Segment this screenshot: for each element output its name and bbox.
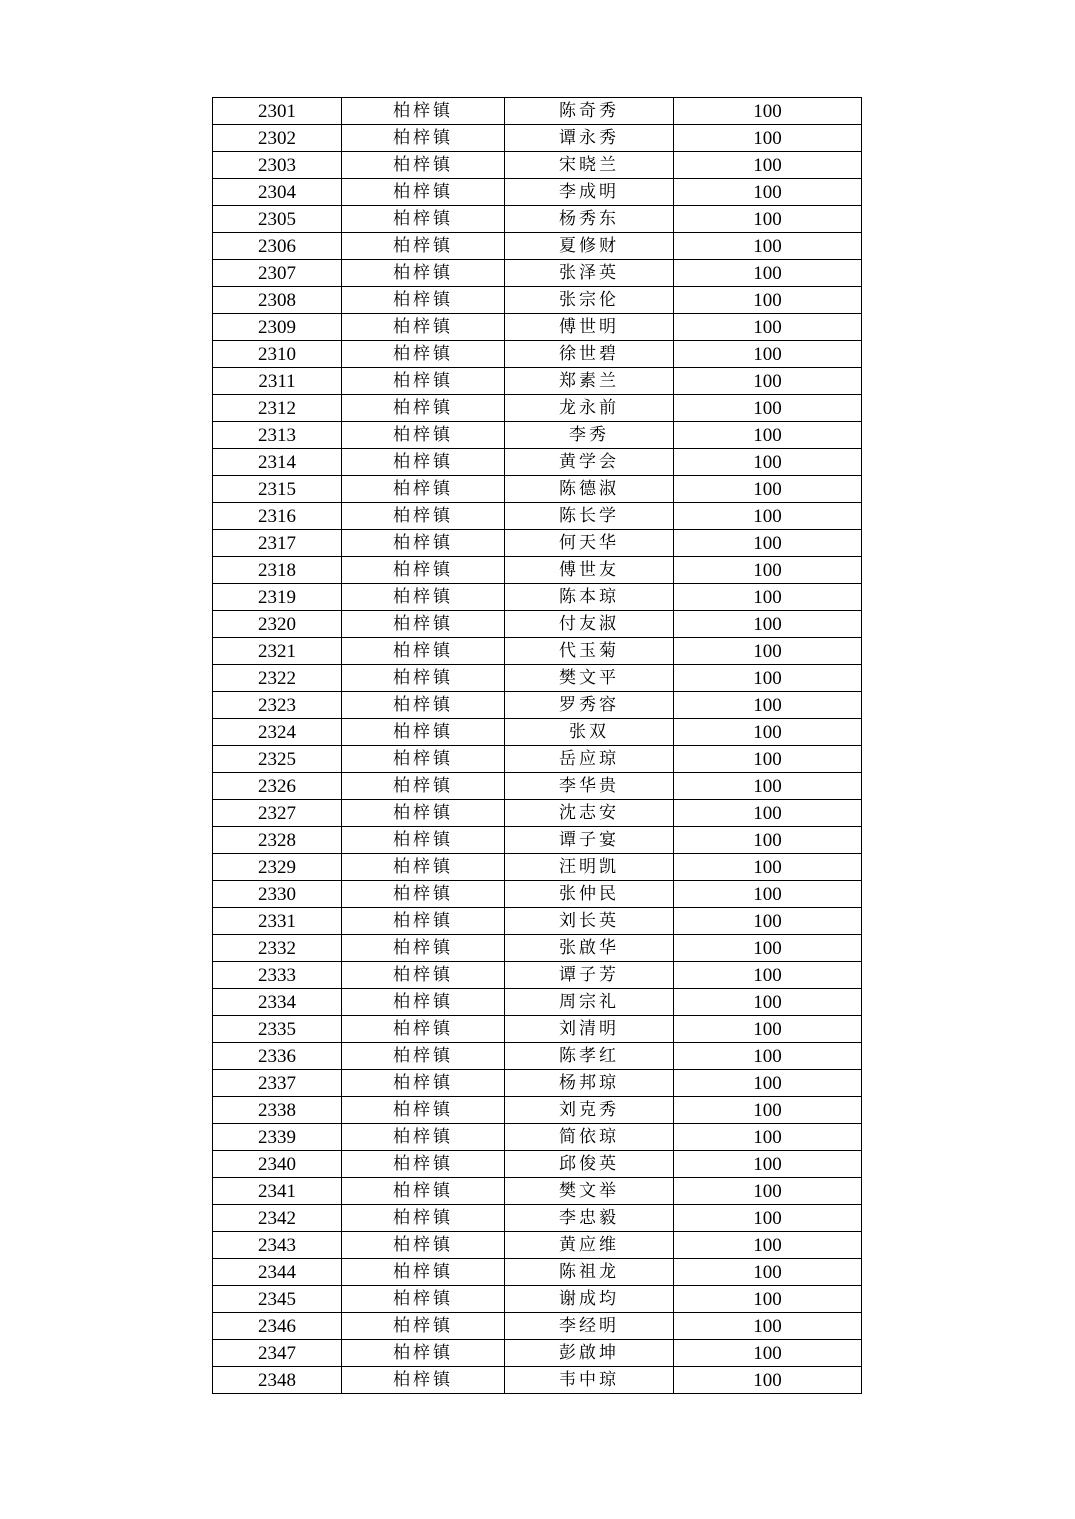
amount-cell: 100 [674,1259,862,1286]
table-row [213,908,862,935]
row-number-cell: 2311 [213,368,342,395]
name-cell: 谭永秀 [505,125,674,152]
row-number-cell: 2328 [213,827,342,854]
roster-table [212,97,862,1394]
table-row [213,476,862,503]
row-number-cell: 2344 [213,1259,342,1286]
amount-cell: 100 [674,1097,862,1124]
name-cell: 陈德淑 [505,476,674,503]
amount-cell: 100 [674,368,862,395]
table-row [213,233,862,260]
amount-cell: 100 [674,530,862,557]
name-cell: 汪明凯 [505,854,674,881]
amount-cell: 100 [674,1070,862,1097]
name-cell: 傅世明 [505,314,674,341]
amount-cell: 100 [674,665,862,692]
amount-cell: 100 [674,1043,862,1070]
row-number-cell: 2337 [213,1070,342,1097]
table-row [213,422,862,449]
amount-cell: 100 [674,584,862,611]
amount-cell: 100 [674,98,862,125]
row-number-cell: 2317 [213,530,342,557]
town-cell: 柏梓镇 [342,1367,505,1394]
table-row [213,1313,862,1340]
table-row [213,746,862,773]
town-cell: 柏梓镇 [342,287,505,314]
row-number-cell: 2326 [213,773,342,800]
row-number-cell: 2333 [213,962,342,989]
row-number-cell: 2304 [213,179,342,206]
table-row [213,719,862,746]
table-row [213,179,862,206]
name-cell: 沈志安 [505,800,674,827]
amount-cell: 100 [674,179,862,206]
name-cell: 陈祖龙 [505,1259,674,1286]
row-number-cell: 2306 [213,233,342,260]
town-cell: 柏梓镇 [342,1070,505,1097]
name-cell: 郑素兰 [505,368,674,395]
name-cell: 李忠毅 [505,1205,674,1232]
amount-cell: 100 [674,206,862,233]
name-cell: 李华贵 [505,773,674,800]
row-number-cell: 2321 [213,638,342,665]
town-cell: 柏梓镇 [342,665,505,692]
amount-cell: 100 [674,1340,862,1367]
row-number-cell: 2342 [213,1205,342,1232]
row-number-cell: 2307 [213,260,342,287]
table-row [213,503,862,530]
name-cell: 陈本琼 [505,584,674,611]
amount-cell: 100 [674,962,862,989]
amount-cell: 100 [674,854,862,881]
table-row [213,449,862,476]
town-cell: 柏梓镇 [342,935,505,962]
row-number-cell: 2325 [213,746,342,773]
name-cell: 陈孝红 [505,1043,674,1070]
row-number-cell: 2323 [213,692,342,719]
table-row [213,98,862,125]
row-number-cell: 2309 [213,314,342,341]
amount-cell: 100 [674,719,862,746]
town-cell: 柏梓镇 [342,1178,505,1205]
row-number-cell: 2340 [213,1151,342,1178]
table-row [213,1340,862,1367]
town-cell: 柏梓镇 [342,1313,505,1340]
table-row [213,935,862,962]
amount-cell: 100 [674,503,862,530]
table-row [213,1097,862,1124]
table-row [213,152,862,179]
town-cell: 柏梓镇 [342,125,505,152]
town-cell: 柏梓镇 [342,179,505,206]
row-number-cell: 2339 [213,1124,342,1151]
town-cell: 柏梓镇 [342,1205,505,1232]
table-row [213,665,862,692]
amount-cell: 100 [674,1178,862,1205]
table-row [213,773,862,800]
table-row [213,1016,862,1043]
town-cell: 柏梓镇 [342,98,505,125]
town-cell: 柏梓镇 [342,530,505,557]
name-cell: 陈奇秀 [505,98,674,125]
name-cell: 谢成均 [505,1286,674,1313]
town-cell: 柏梓镇 [342,719,505,746]
name-cell: 傅世友 [505,557,674,584]
row-number-cell: 2346 [213,1313,342,1340]
name-cell: 黄应维 [505,1232,674,1259]
name-cell: 宋晓兰 [505,152,674,179]
table-row [213,1259,862,1286]
name-cell: 徐世碧 [505,341,674,368]
name-cell: 周宗礼 [505,989,674,1016]
amount-cell: 100 [674,800,862,827]
name-cell: 张宗伦 [505,287,674,314]
name-cell: 张仲民 [505,881,674,908]
town-cell: 柏梓镇 [342,773,505,800]
town-cell: 柏梓镇 [342,908,505,935]
table-row [213,584,862,611]
town-cell: 柏梓镇 [342,611,505,638]
table-row [213,692,862,719]
town-cell: 柏梓镇 [342,422,505,449]
table-row [213,287,862,314]
amount-cell: 100 [674,152,862,179]
table-row [213,800,862,827]
row-number-cell: 2305 [213,206,342,233]
amount-cell: 100 [674,1124,862,1151]
town-cell: 柏梓镇 [342,476,505,503]
row-number-cell: 2320 [213,611,342,638]
name-cell: 杨秀东 [505,206,674,233]
town-cell: 柏梓镇 [342,962,505,989]
town-cell: 柏梓镇 [342,395,505,422]
town-cell: 柏梓镇 [342,827,505,854]
town-cell: 柏梓镇 [342,152,505,179]
table-row [213,989,862,1016]
row-number-cell: 2319 [213,584,342,611]
name-cell: 张啟华 [505,935,674,962]
town-cell: 柏梓镇 [342,638,505,665]
town-cell: 柏梓镇 [342,449,505,476]
amount-cell: 100 [674,1151,862,1178]
table-row [213,638,862,665]
town-cell: 柏梓镇 [342,206,505,233]
row-number-cell: 2347 [213,1340,342,1367]
amount-cell: 100 [674,1367,862,1394]
name-cell: 张泽英 [505,260,674,287]
name-cell: 李经明 [505,1313,674,1340]
name-cell: 简依琼 [505,1124,674,1151]
name-cell: 代玉菊 [505,638,674,665]
name-cell: 付友淑 [505,611,674,638]
row-number-cell: 2314 [213,449,342,476]
town-cell: 柏梓镇 [342,368,505,395]
amount-cell: 100 [674,422,862,449]
row-number-cell: 2315 [213,476,342,503]
row-number-cell: 2318 [213,557,342,584]
amount-cell: 100 [674,287,862,314]
row-number-cell: 2332 [213,935,342,962]
amount-cell: 100 [674,827,862,854]
name-cell: 岳应琼 [505,746,674,773]
amount-cell: 100 [674,476,862,503]
table-row [213,125,862,152]
town-cell: 柏梓镇 [342,260,505,287]
amount-cell: 100 [674,989,862,1016]
row-number-cell: 2312 [213,395,342,422]
amount-cell: 100 [674,638,862,665]
town-cell: 柏梓镇 [342,692,505,719]
row-number-cell: 2341 [213,1178,342,1205]
name-cell: 龙永前 [505,395,674,422]
town-cell: 柏梓镇 [342,503,505,530]
table-row [213,881,862,908]
amount-cell: 100 [674,233,862,260]
amount-cell: 100 [674,611,862,638]
amount-cell: 100 [674,1232,862,1259]
town-cell: 柏梓镇 [342,1232,505,1259]
name-cell: 李成明 [505,179,674,206]
town-cell: 柏梓镇 [342,989,505,1016]
row-number-cell: 2348 [213,1367,342,1394]
row-number-cell: 2310 [213,341,342,368]
table-row [213,1286,862,1313]
amount-cell: 100 [674,395,862,422]
town-cell: 柏梓镇 [342,881,505,908]
row-number-cell: 2327 [213,800,342,827]
row-number-cell: 2301 [213,98,342,125]
row-number-cell: 2302 [213,125,342,152]
town-cell: 柏梓镇 [342,584,505,611]
row-number-cell: 2322 [213,665,342,692]
table-row [213,854,862,881]
town-cell: 柏梓镇 [342,1016,505,1043]
row-number-cell: 2303 [213,152,342,179]
table-row [213,368,862,395]
amount-cell: 100 [674,692,862,719]
name-cell: 李秀 [505,422,674,449]
name-cell: 罗秀容 [505,692,674,719]
table-row [213,314,862,341]
row-number-cell: 2330 [213,881,342,908]
table-row [213,1232,862,1259]
town-cell: 柏梓镇 [342,854,505,881]
town-cell: 柏梓镇 [342,1340,505,1367]
town-cell: 柏梓镇 [342,314,505,341]
table-row [213,1367,862,1394]
amount-cell: 100 [674,935,862,962]
name-cell: 张双 [505,719,674,746]
name-cell: 樊文举 [505,1178,674,1205]
town-cell: 柏梓镇 [342,1097,505,1124]
table-row [213,827,862,854]
amount-cell: 100 [674,1016,862,1043]
table-row [213,395,862,422]
roster-table-body [213,98,862,1394]
name-cell: 刘清明 [505,1016,674,1043]
row-number-cell: 2331 [213,908,342,935]
table-row [213,530,862,557]
amount-cell: 100 [674,881,862,908]
table-row [213,1070,862,1097]
town-cell: 柏梓镇 [342,1124,505,1151]
amount-cell: 100 [674,341,862,368]
row-number-cell: 2338 [213,1097,342,1124]
town-cell: 柏梓镇 [342,341,505,368]
name-cell: 夏修财 [505,233,674,260]
town-cell: 柏梓镇 [342,557,505,584]
row-number-cell: 2316 [213,503,342,530]
amount-cell: 100 [674,746,862,773]
row-number-cell: 2324 [213,719,342,746]
row-number-cell: 2335 [213,1016,342,1043]
town-cell: 柏梓镇 [342,1286,505,1313]
town-cell: 柏梓镇 [342,746,505,773]
row-number-cell: 2308 [213,287,342,314]
name-cell: 邱俊英 [505,1151,674,1178]
town-cell: 柏梓镇 [342,1259,505,1286]
name-cell: 韦中琼 [505,1367,674,1394]
name-cell: 谭子宴 [505,827,674,854]
amount-cell: 100 [674,314,862,341]
amount-cell: 100 [674,449,862,476]
table-row [213,1178,862,1205]
name-cell: 杨邦琼 [505,1070,674,1097]
amount-cell: 100 [674,125,862,152]
amount-cell: 100 [674,1286,862,1313]
row-number-cell: 2336 [213,1043,342,1070]
name-cell: 刘克秀 [505,1097,674,1124]
town-cell: 柏梓镇 [342,233,505,260]
table-row [213,962,862,989]
amount-cell: 100 [674,1313,862,1340]
amount-cell: 100 [674,1205,862,1232]
table-row [213,611,862,638]
name-cell: 樊文平 [505,665,674,692]
name-cell: 谭子芳 [505,962,674,989]
town-cell: 柏梓镇 [342,1151,505,1178]
row-number-cell: 2343 [213,1232,342,1259]
table-row [213,557,862,584]
row-number-cell: 2334 [213,989,342,1016]
amount-cell: 100 [674,908,862,935]
amount-cell: 100 [674,557,862,584]
table-row [213,1205,862,1232]
row-number-cell: 2329 [213,854,342,881]
table-row [213,206,862,233]
name-cell: 何天华 [505,530,674,557]
row-number-cell: 2345 [213,1286,342,1313]
town-cell: 柏梓镇 [342,800,505,827]
table-row [213,1151,862,1178]
amount-cell: 100 [674,260,862,287]
row-number-cell: 2313 [213,422,342,449]
table-row [213,341,862,368]
name-cell: 彭啟坤 [505,1340,674,1367]
table-row [213,260,862,287]
table-row [213,1043,862,1070]
name-cell: 陈长学 [505,503,674,530]
town-cell: 柏梓镇 [342,1043,505,1070]
table-row [213,1124,862,1151]
name-cell: 黄学会 [505,449,674,476]
amount-cell: 100 [674,773,862,800]
name-cell: 刘长英 [505,908,674,935]
